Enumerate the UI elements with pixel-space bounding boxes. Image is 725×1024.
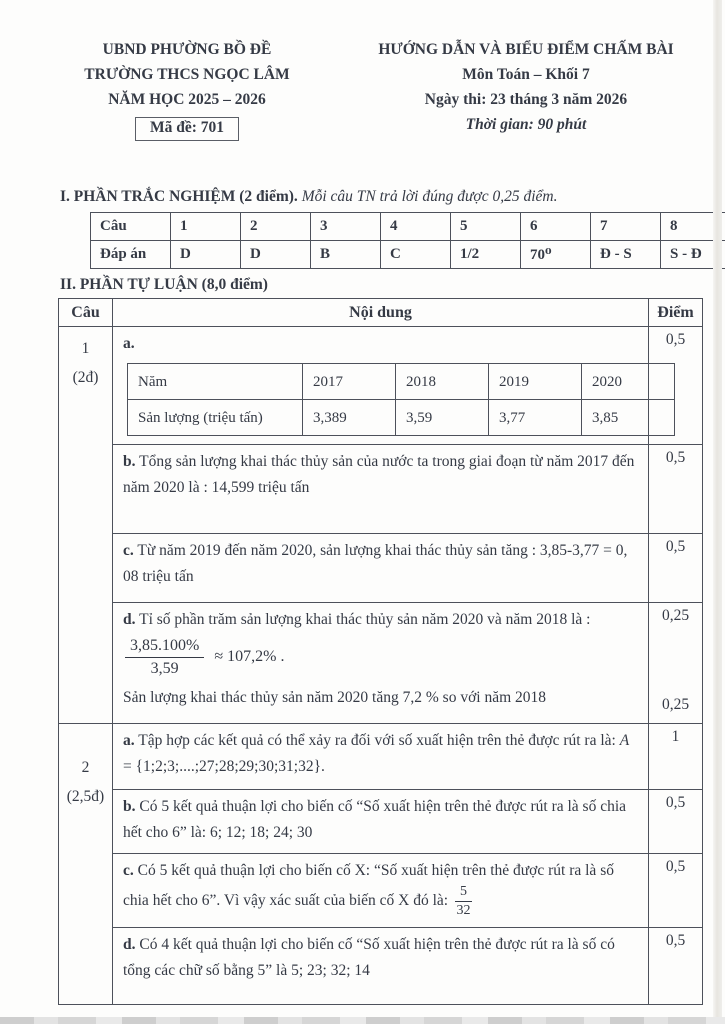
fishery-output-table xyxy=(127,363,675,436)
q1-row-d xyxy=(59,603,703,724)
q2c-points: 0,5 xyxy=(649,854,703,928)
fishery-year-label: Năm xyxy=(128,364,303,400)
fishery-year-row xyxy=(128,364,675,400)
section1-heading-note: Mỗi câu TN trả lời đúng được 0,25 điểm. xyxy=(301,188,558,205)
school-name: TRƯỜNG THCS NGỌC LÂM xyxy=(84,66,290,83)
q1-number: 1 xyxy=(81,340,90,357)
q1d-fraction-denominator: 3,59 xyxy=(150,660,179,677)
fishery-value-label: Sản lượng (triệu tấn) xyxy=(128,400,303,436)
q2-points-label: (2,5đ) xyxy=(66,788,105,805)
mc-question-number: 5 xyxy=(451,213,521,241)
q1b-content xyxy=(113,445,649,534)
section1-heading-bold: I. PHẦN TRẮC NGHIỆM (2 điểm). xyxy=(60,188,298,205)
mc-answer-row-label: Đáp án xyxy=(91,241,171,269)
q1c-text: Từ năm 2019 đến năm 2020, sản lượng khai thác thủy sản tăng : 3,85-3,77 = 0, 08 triệu tấn xyxy=(123,542,628,585)
essay-header-cau: Câu xyxy=(59,299,113,327)
exam-code-box: Mã đề: 701 xyxy=(135,117,239,141)
q1d-conclusion: Sản lượng khai thác thủy sản năm 2020 tăng 7,2 % so với năm 2018 xyxy=(123,689,547,706)
q1c-content xyxy=(113,534,649,603)
fishery-value: 3,389 xyxy=(303,400,396,436)
q1d-content xyxy=(113,603,649,724)
mc-question-number: 4 xyxy=(381,213,451,241)
fishery-value: 3,77 xyxy=(489,400,582,436)
mc-question-number: 6 xyxy=(521,213,591,241)
q2c-fraction-denominator: 32 xyxy=(456,903,471,919)
q1d-points-top: 0,25 xyxy=(661,607,690,624)
mc-answer: S - Đ xyxy=(661,241,725,269)
exam-duration: Thời gian: 90 phút xyxy=(465,116,587,133)
essay-header-noidung: Nội dung xyxy=(113,299,649,327)
q2a-label: a. xyxy=(123,732,135,749)
q2b-text: Có 5 kết quả thuận lợi cho biến cố “Số xuất hiện trên thẻ được rút ra là số chia hết cho 6” là: 6; 12; 18; 24; 30 xyxy=(123,798,627,841)
mc-question-row xyxy=(91,213,725,241)
q1d-ratio-formula xyxy=(125,636,640,679)
q1a-label: a. xyxy=(123,335,135,352)
document-header xyxy=(0,0,725,141)
q1c-label: c. xyxy=(123,542,134,559)
header-school-block xyxy=(28,37,346,141)
fishery-year: 2020 xyxy=(582,364,675,400)
q2d-text: Có 4 kết quả thuận lợi cho biến cố “Số xuất hiện trên thẻ được rút ra là số có tổng các chữ số bằng 5” là 5; 23; 32; 14 xyxy=(123,936,615,979)
q2b-points: 0,5 xyxy=(649,790,703,854)
mc-answer: Đ - S xyxy=(591,241,661,269)
section1-heading xyxy=(60,188,725,206)
q2-number: 2 xyxy=(81,759,90,776)
subject-grade: Môn Toán – Khối 7 xyxy=(462,66,590,83)
header-exam-block xyxy=(346,37,706,141)
multiple-choice-answer-table xyxy=(90,212,725,269)
ward-name: UBND PHƯỜNG BỒ ĐỀ xyxy=(102,41,272,58)
q2b-label: b. xyxy=(123,798,136,815)
q2d-content xyxy=(113,928,649,1005)
fishery-value: 3,59 xyxy=(396,400,489,436)
q1d-points-cell xyxy=(649,603,703,724)
essay-table-header-row xyxy=(59,299,703,327)
q1b-text: Tổng sản lượng khai thác thủy sản của nước ta trong giai đoạn từ năm 2017 đến năm 2020 là : 14,599 triệu tấn xyxy=(123,453,635,496)
q2a-text: Tập hợp các kết quả có thể xảy ra đối với số xuất hiện trên thẻ được rút ra là: xyxy=(138,732,616,749)
q2c-probability-fraction xyxy=(455,884,472,919)
exam-date: Ngày thi: 23 tháng 3 năm 2026 xyxy=(424,91,628,108)
q2-row-b xyxy=(59,790,703,854)
school-year: NĂM HỌC 2025 – 2026 xyxy=(108,91,266,108)
q2a-content xyxy=(113,724,649,790)
mc-question-number: 1 xyxy=(171,213,241,241)
document-title: HƯỚNG DẪN VÀ BIỂU ĐIỂM CHẤM BÀI xyxy=(378,41,674,58)
q2d-label: d. xyxy=(123,936,136,953)
mc-answer: C xyxy=(381,241,451,269)
q1-row-a xyxy=(59,327,703,445)
section2-heading: II. PHẦN TỰ LUẬN (8,0 điểm) xyxy=(60,276,268,293)
q2c-label: c. xyxy=(123,862,134,879)
q1-points-label: (2đ) xyxy=(72,369,99,386)
mc-answer: 1/2 xyxy=(451,241,521,269)
mc-question-number: 2 xyxy=(241,213,311,241)
scan-edge-artifact-right xyxy=(713,0,722,1024)
mc-answer: D xyxy=(241,241,311,269)
q1b-points: 0,5 xyxy=(649,445,703,534)
mc-answer-row xyxy=(91,241,725,269)
q2c-text: Có 5 kết quả thuận lợi cho biến cố X: “Số xuất hiện trên thẻ được rút ra là số chia hết cho 6”. Vì vậy xác suất của biến cố X đó là: xyxy=(123,862,614,910)
mc-answer: D xyxy=(171,241,241,269)
fishery-year: 2018 xyxy=(396,364,489,400)
fishery-value: 3,85 xyxy=(582,400,675,436)
mc-question-number: 7 xyxy=(591,213,661,241)
fishery-year: 2017 xyxy=(303,364,396,400)
q2-row-c xyxy=(59,854,703,928)
q1d-fraction-numerator: 3,85.100% xyxy=(125,636,204,658)
q1-number-cell xyxy=(59,327,113,724)
mc-answer: B xyxy=(311,241,381,269)
q2-row-d xyxy=(59,928,703,1005)
mc-question-number: 8 xyxy=(661,213,725,241)
q2c-content xyxy=(113,854,649,928)
q1d-points-bottom: 0,25 xyxy=(661,696,690,713)
q1b-label: b. xyxy=(123,453,136,470)
q1a-points: 0,5 xyxy=(649,327,703,445)
q2-row-a xyxy=(59,724,703,790)
q1d-fraction xyxy=(125,636,204,679)
q2b-content xyxy=(113,790,649,854)
q2a-set-variable: A xyxy=(619,732,630,749)
q1-row-c xyxy=(59,534,703,603)
essay-grading-table xyxy=(58,298,703,1005)
mc-answer: 70⁰ xyxy=(521,241,591,269)
q1d-approx-result: ≈ 107,2% . xyxy=(214,648,285,666)
mc-question-number: 3 xyxy=(311,213,381,241)
q1d-text: Tỉ số phần trăm sản lượng khai thác thủy sản năm 2020 và năm 2018 là : xyxy=(139,611,591,628)
mc-question-row-label: Câu xyxy=(91,213,171,241)
fishery-year: 2019 xyxy=(489,364,582,400)
q2c-fraction-numerator: 5 xyxy=(455,884,472,902)
q2a-points: 1 xyxy=(649,724,703,790)
scan-edge-artifact-bottom xyxy=(0,1017,725,1024)
q2a-set-formula: = {1;2;3;....;27;28;29;30;31;32}. xyxy=(123,758,325,775)
q1-row-b xyxy=(59,445,703,534)
q1d-label: d. xyxy=(123,611,136,628)
fishery-value-row xyxy=(128,400,675,436)
q1a-content xyxy=(113,327,649,445)
q2-number-cell xyxy=(59,724,113,1005)
q2d-points: 0,5 xyxy=(649,928,703,1005)
essay-header-diem: Điểm xyxy=(649,299,703,327)
q1c-points: 0,5 xyxy=(649,534,703,603)
